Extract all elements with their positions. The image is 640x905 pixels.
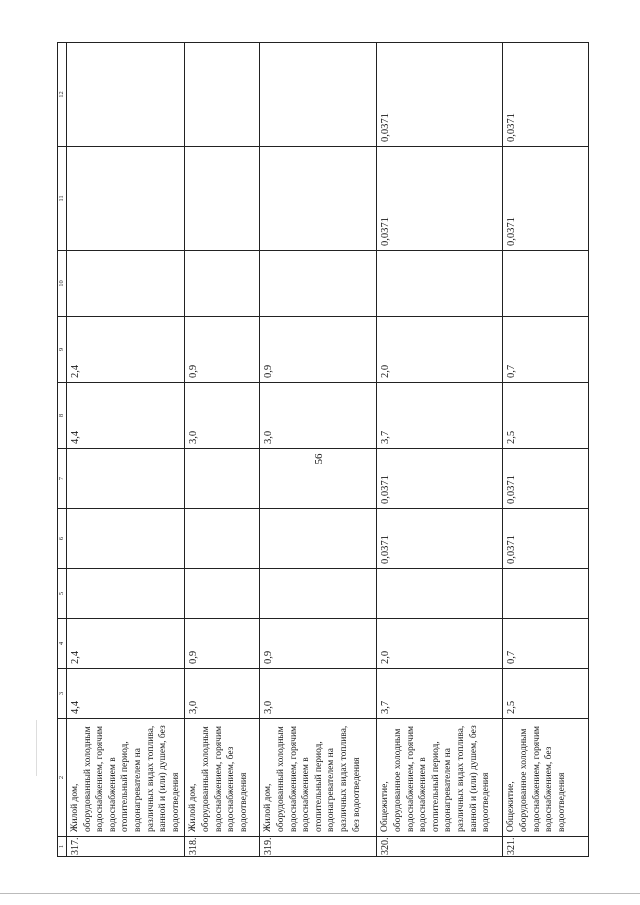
cell-c9: 2,0 — [377, 317, 503, 383]
cell-c10 — [503, 251, 589, 317]
table-row — [67, 43, 185, 857]
header-cell: 11 — [58, 147, 67, 251]
cell-c8: 4,4 — [67, 383, 185, 449]
table-row — [503, 43, 589, 857]
header-cell: 3 — [58, 669, 67, 719]
header-cell: 4 — [58, 619, 67, 669]
norms-table — [57, 42, 589, 857]
table-row — [377, 43, 503, 857]
cell-c7 — [67, 449, 185, 509]
cell-c7 — [185, 449, 260, 509]
row-description: Жилой дом, оборудованный холодным водоснабжением, горячим водоснабжением в отопительный период, водонагревателем на различных видах топлива, ванной и (или) душем, без водоотведения — [67, 719, 185, 837]
cell-c8: 3,7 — [377, 383, 503, 449]
cell-c6 — [185, 509, 260, 569]
header-cell: 2 — [58, 719, 67, 837]
cell-c6 — [67, 509, 185, 569]
table-row — [185, 43, 260, 857]
cell-c11: 0,0371 — [503, 147, 589, 251]
cell-c7: 0,0371 — [377, 449, 503, 509]
cell-c6: 0,0371 — [503, 509, 589, 569]
header-cell: 12 — [58, 43, 67, 147]
header-cell: 10 — [58, 251, 67, 317]
page-number: 56 — [313, 453, 325, 465]
cell-c8: 2,5 — [503, 383, 589, 449]
rotated-table-wrapper — [57, 43, 583, 857]
row-number: 319. — [260, 837, 377, 857]
cell-c10 — [260, 251, 377, 317]
cell-c10 — [377, 251, 503, 317]
cell-c10 — [67, 251, 185, 317]
cell-c3: 3,0 — [185, 669, 260, 719]
cell-c8: 3,0 — [260, 383, 377, 449]
cell-c3: 4,4 — [67, 669, 185, 719]
margin-line — [36, 720, 37, 776]
row-number: 321. — [503, 837, 589, 857]
row-description: Общежитие, оборудованное холодным водоснабжением, горячим водоснабжением в отопительный период, водонагревателем на различных видах топлива, ванной и (или) душем, без водоотведения — [377, 719, 503, 837]
cell-c9: 0,7 — [503, 317, 589, 383]
cell-c9: 0,9 — [260, 317, 377, 383]
cell-c12 — [67, 43, 185, 147]
row-description: Жилой дом, оборудованный холодным водоснабжением, горячим водоснабжением в отопительный период, водонагревателем на различных видах топлива, без водоотведения — [260, 719, 377, 837]
cell-c5 — [377, 569, 503, 619]
table-header-row — [58, 43, 67, 857]
cell-c4: 2,0 — [377, 619, 503, 669]
row-number: 320. — [377, 837, 503, 857]
cell-c4: 0,9 — [185, 619, 260, 669]
row-description: Жилой дом, оборудованный холодным водоснабжением, горячим водоснабжением, без водоотведения — [185, 719, 260, 837]
row-description: Общежитие, оборудованное холодным водоснабжением, горячим водоснабжением, без водоотведения — [503, 719, 589, 837]
header-cell: 1 — [58, 837, 67, 857]
cell-c3: 3,0 — [260, 669, 377, 719]
scan-edge-line — [0, 893, 640, 894]
cell-c5 — [260, 569, 377, 619]
cell-c4: 2,4 — [67, 619, 185, 669]
cell-c6 — [260, 509, 377, 569]
cell-c3: 2,5 — [503, 669, 589, 719]
header-cell: 9 — [58, 317, 67, 383]
cell-c3: 3,7 — [377, 669, 503, 719]
cell-c12 — [260, 43, 377, 147]
cell-c5 — [67, 569, 185, 619]
header-cell: 8 — [58, 383, 67, 449]
cell-c12 — [185, 43, 260, 147]
cell-c10 — [185, 251, 260, 317]
header-cell: 6 — [58, 509, 67, 569]
cell-c7 — [260, 449, 377, 509]
cell-c4: 0,7 — [503, 619, 589, 669]
row-number: 317. — [67, 837, 185, 857]
cell-c12: 0,0371 — [377, 43, 503, 147]
header-cell: 7 — [58, 449, 67, 509]
cell-c11 — [67, 147, 185, 251]
table-row — [260, 43, 377, 857]
cell-c5 — [185, 569, 260, 619]
cell-c12: 0,0371 — [503, 43, 589, 147]
header-cell: 5 — [58, 569, 67, 619]
cell-c4: 0,9 — [260, 619, 377, 669]
cell-c11: 0,0371 — [377, 147, 503, 251]
cell-c6: 0,0371 — [377, 509, 503, 569]
cell-c8: 3,0 — [185, 383, 260, 449]
cell-c7: 0,0371 — [503, 449, 589, 509]
cell-c9: 2,4 — [67, 317, 185, 383]
cell-c5 — [503, 569, 589, 619]
cell-c11 — [185, 147, 260, 251]
cell-c9: 0,9 — [185, 317, 260, 383]
cell-c11 — [260, 147, 377, 251]
row-number: 318. — [185, 837, 260, 857]
